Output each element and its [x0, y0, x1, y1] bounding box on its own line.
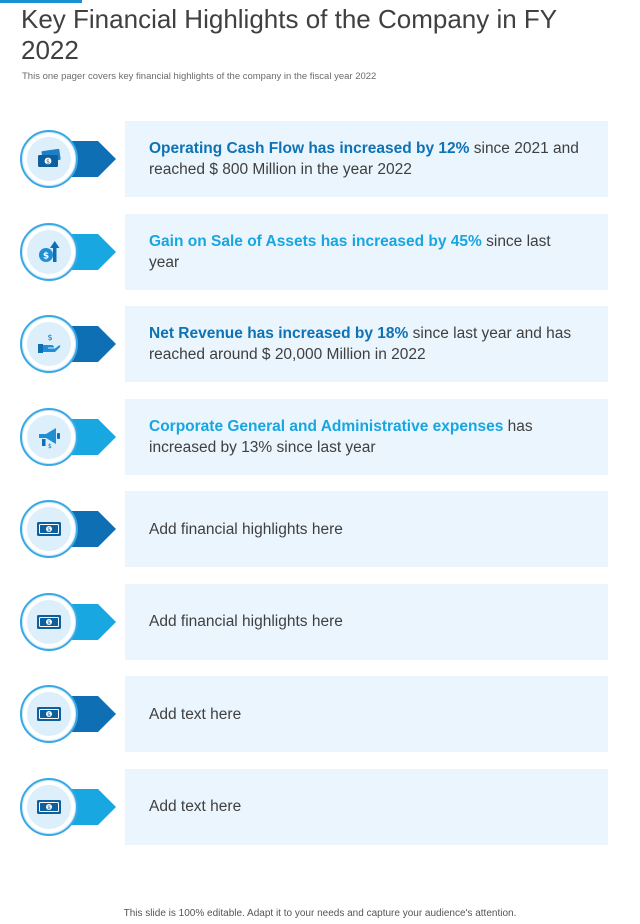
svg-text:$: $	[47, 712, 51, 718]
highlight-text-box	[125, 769, 608, 845]
svg-text:$: $	[46, 158, 50, 166]
highlight-row	[0, 491, 640, 567]
highlight-row	[0, 399, 640, 475]
highlight-detail: Add text here	[149, 798, 242, 815]
highlight-text-box	[125, 399, 608, 475]
footer-note: This slide is 100% editable. Adapt it to your needs and capture your audience's attention.	[123, 908, 517, 919]
highlight-text-box	[125, 121, 608, 197]
highlight-row	[0, 121, 640, 197]
icon-badge	[20, 685, 78, 743]
icon-badge	[20, 130, 78, 188]
highlight-text-box	[125, 214, 608, 290]
highlight-row	[0, 769, 640, 845]
svg-text:$: $	[47, 527, 51, 533]
highlight-text-box	[125, 491, 608, 567]
page-subtitle: This one pager covers key financial highlights of the company in the fiscal year 2022	[22, 71, 377, 82]
highlight-emphasis: Gain on Sale of Assets has increased by 45%	[149, 232, 482, 250]
svg-text:$: $	[42, 251, 50, 261]
highlight-row	[0, 214, 640, 290]
svg-text:$: $	[47, 619, 51, 626]
highlight-emphasis: Net Revenue has increased by 18%	[149, 325, 409, 342]
highlight-detail: Add text here	[149, 705, 242, 723]
highlight-text	[149, 611, 343, 632]
highlight-detail: has increased by 13% since last year	[149, 417, 533, 456]
highlight-text	[149, 323, 584, 365]
coin-growth-icon	[27, 230, 71, 274]
highlight-text	[149, 796, 241, 817]
icon-badge	[20, 593, 78, 651]
highlight-text-box	[125, 584, 608, 660]
highlight-text-box	[125, 676, 608, 752]
highlight-text-box	[125, 306, 608, 382]
highlight-row	[0, 306, 640, 382]
highlight-detail: Add financial highlights here	[149, 520, 343, 538]
highlight-text	[149, 704, 241, 725]
banknote-icon	[27, 692, 71, 736]
highlight-detail: since 2021 and reached $ 800 Million in the year 2022	[149, 140, 579, 178]
highlight-detail: since last year and has reached around $ 20,000 Million in 2022	[149, 325, 572, 363]
icon-badge	[20, 500, 78, 558]
highlight-row	[0, 676, 640, 752]
page-title: Key Financial Highlights of the Company in FY 2022	[21, 4, 557, 65]
icon-badge	[20, 315, 78, 373]
expense-megaphone-icon	[27, 415, 71, 459]
highlight-text	[149, 231, 584, 273]
highlight-emphasis: Corporate General and Administrative expenses	[149, 417, 504, 435]
banknote-icon	[27, 785, 71, 829]
icon-badge	[20, 223, 78, 281]
banknote-icon	[27, 600, 71, 644]
highlight-row	[0, 584, 640, 660]
highlight-detail: since last year	[149, 232, 551, 271]
highlight-text	[149, 519, 343, 540]
cash-stack-icon	[27, 137, 71, 181]
icon-badge	[20, 778, 78, 836]
highlight-detail: Add financial highlights here	[149, 613, 343, 630]
svg-text:$: $	[48, 442, 52, 449]
highlight-text	[149, 138, 584, 180]
svg-text:$: $	[47, 804, 51, 811]
icon-badge	[20, 408, 78, 466]
highlight-text	[149, 416, 584, 458]
svg-text:$: $	[47, 333, 53, 342]
highlight-emphasis: Operating Cash Flow has increased by 12%	[149, 140, 470, 157]
hand-money-icon	[27, 322, 71, 366]
banknote-icon	[27, 507, 71, 551]
